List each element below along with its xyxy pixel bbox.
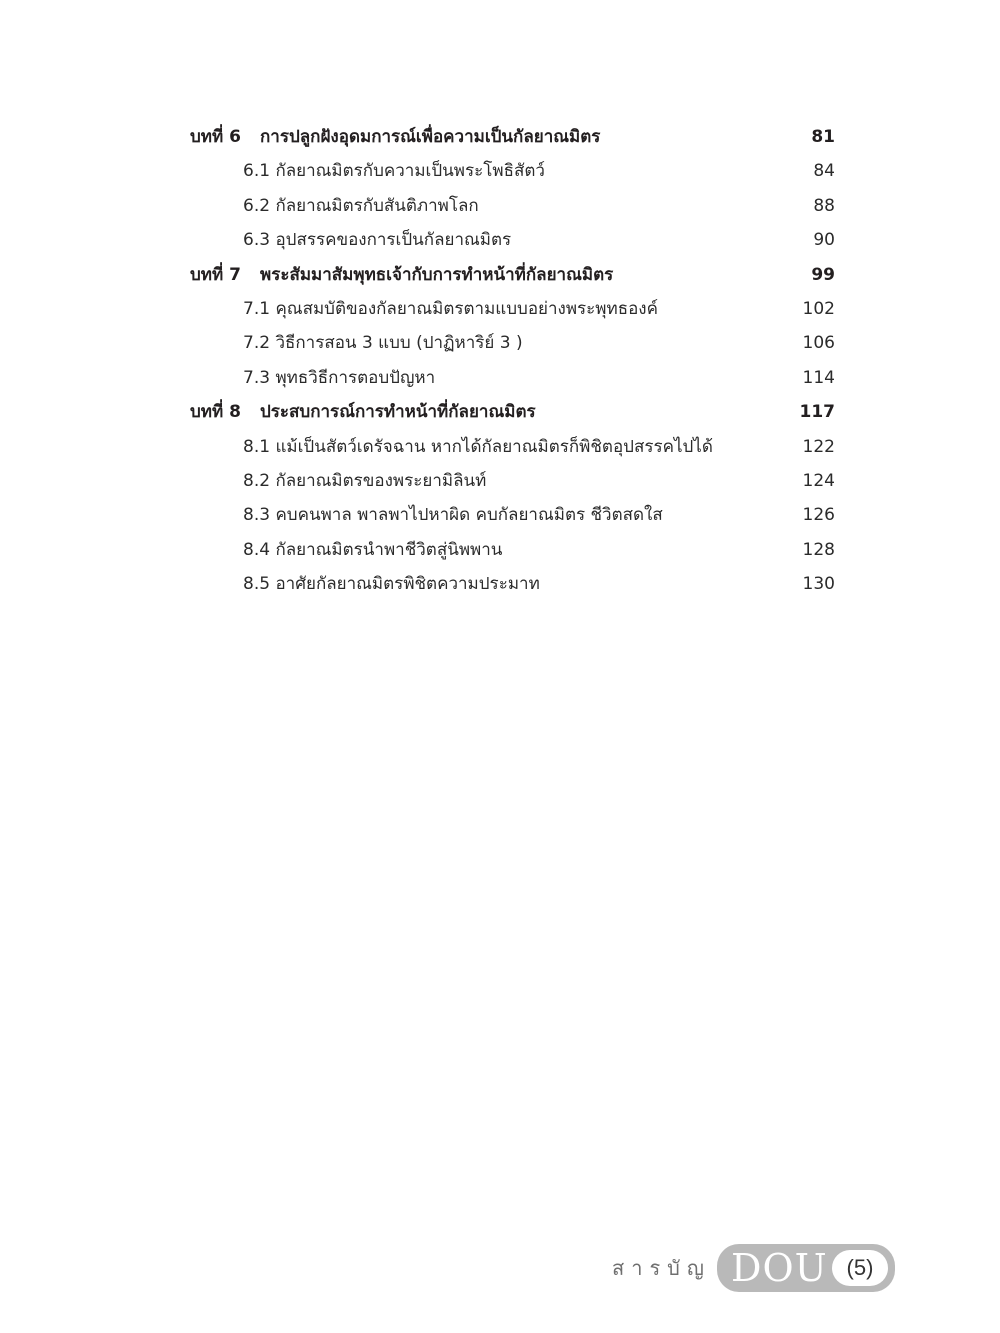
toc-section-8-5 <box>190 567 835 601</box>
page-number: 114 <box>802 367 835 388</box>
section-title: 8.1 แม้เป็นสัตว์เดรัจฉาน หากได้กัลยาณมิตรก็พิชิตอุปสรรคไปได้ <box>243 436 713 457</box>
section-title: 7.2 วิธีการสอน 3 แบบ (ปาฏิหาริย์ 3 ) <box>243 333 523 354</box>
chapter-title: การปลูกฝังอุดมการณ์เพื่อความเป็นกัลยาณมิตร <box>260 127 601 147</box>
section-title: 7.1 คุณสมบัติของกัลยาณมิตรตามแบบอย่างพระพุทธองค์ <box>243 298 658 319</box>
page-number: 122 <box>802 436 835 457</box>
toc-chapter-6 <box>190 120 835 154</box>
toc-section-7-1 <box>190 292 835 326</box>
section-title: 8.5 อาศัยกัลยาณมิตรพิชิตความประมาท <box>243 574 540 595</box>
table-of-contents <box>190 120 835 601</box>
toc-section-6-1 <box>190 154 835 188</box>
toc-chapter-8 <box>190 395 835 429</box>
chapter-label <box>190 258 613 292</box>
toc-section-8-1 <box>190 430 835 464</box>
dou-logo-text: DOU <box>731 1246 828 1290</box>
page-number: 130 <box>802 574 835 595</box>
chapter-label <box>190 120 600 154</box>
section-title: 7.3 พุทธวิธีการตอบปัญหา <box>243 367 436 388</box>
footer-section-title: สารบัญ <box>612 1256 711 1280</box>
chapter-title: พระสัมมาสัมพุทธเจ้ากับการทำหน้าที่กัลยาณมิตร <box>260 264 614 285</box>
section-title: 8.2 กัลยาณมิตรของพระยามิลินท์ <box>243 470 487 491</box>
page-number: 102 <box>802 298 835 319</box>
page-number: 81 <box>811 127 835 147</box>
section-title: 8.4 กัลยาณมิตรนำพาชีวิตสู่นิพพาน <box>243 539 503 560</box>
page-number: 117 <box>799 402 835 423</box>
section-title: 8.3 คบคนพาล พาลพาไปหาผิด คบกัลยาณมิตร ชีวิตสดใส <box>243 505 663 526</box>
page-number: 88 <box>813 195 835 216</box>
chapter-title: ประสบการณ์การทำหน้าที่กัลยาณมิตร <box>260 402 536 423</box>
section-title: 6.1 กัลยาณมิตรกับความเป็นพระโพธิสัตว์ <box>243 161 545 182</box>
section-title: 6.3 อุปสรรคของการเป็นกัลยาณมิตร <box>243 230 512 251</box>
dou-page-badge <box>717 1244 895 1292</box>
footer-page-number: (5) <box>832 1250 888 1286</box>
toc-section-8-2 <box>190 464 835 498</box>
page-number: 124 <box>802 470 835 491</box>
chapter-label <box>190 395 536 429</box>
page-number: 90 <box>813 230 835 251</box>
page-number: 126 <box>802 505 835 526</box>
chapter-number: บทที่ 8 <box>190 402 241 423</box>
toc-section-6-2 <box>190 189 835 223</box>
toc-chapter-7 <box>190 258 835 292</box>
section-title: 6.2 กัลยาณมิตรกับสันติภาพโลก <box>243 195 479 216</box>
page-number: 106 <box>802 333 835 354</box>
chapter-number: บทที่ 6 <box>190 127 241 147</box>
toc-section-8-4 <box>190 533 835 567</box>
toc-section-8-3 <box>190 498 835 532</box>
page-number: 99 <box>811 264 835 285</box>
toc-section-7-2 <box>190 326 835 360</box>
toc-section-7-3 <box>190 361 835 395</box>
toc-section-6-3 <box>190 223 835 257</box>
page-number: 84 <box>813 161 835 182</box>
chapter-number: บทที่ 7 <box>190 264 241 285</box>
page-number: 128 <box>802 539 835 560</box>
